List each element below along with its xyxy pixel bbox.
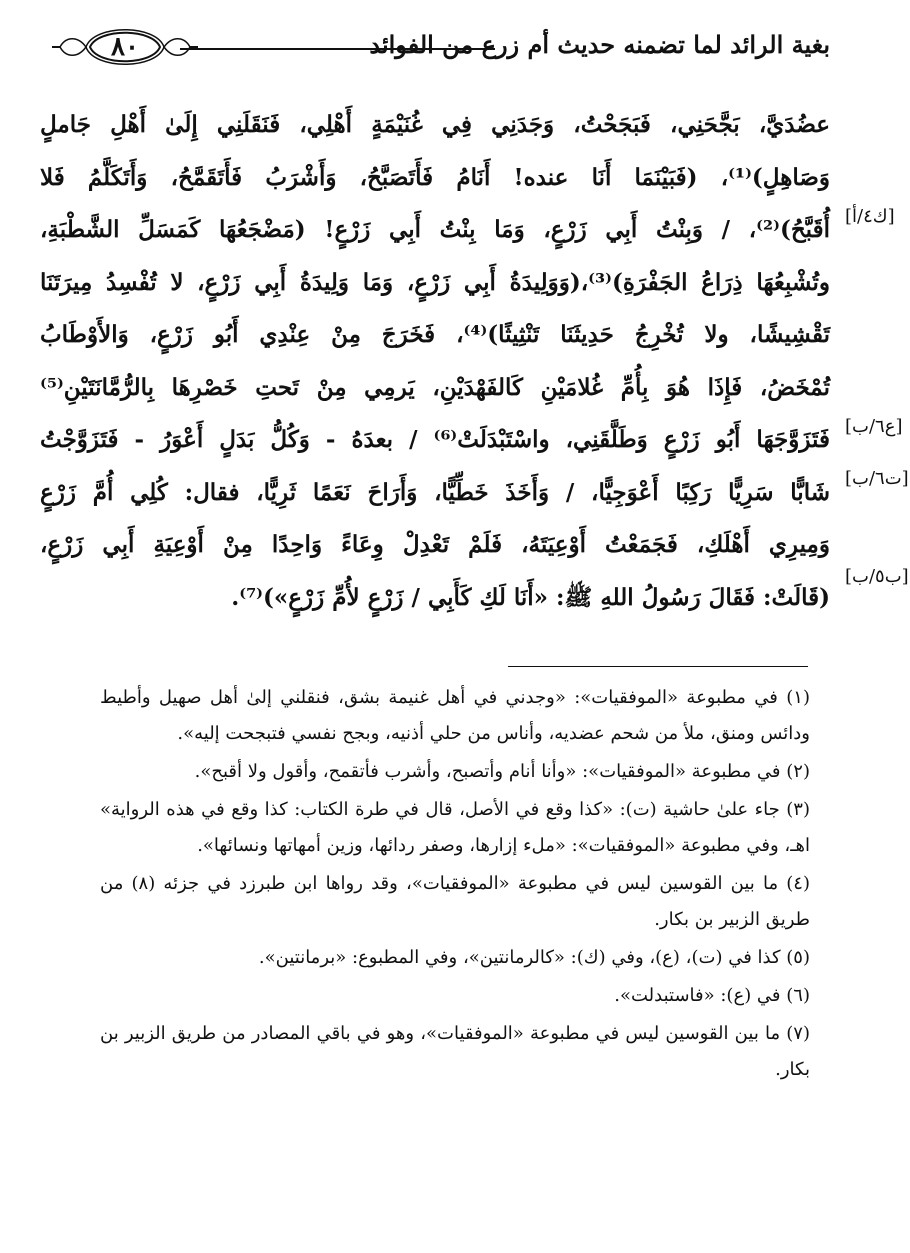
text-line: وتُشْبِعُهَا ذِرَاعُ الجَفْرَةِ)⁽³⁾،(وَوَلِيدَةُ أَبِي زَرْعٍ، وَمَا وَلِيدَةُ أَبِي زَرْعٍ، لا تُفْسِدُ مِيرَتَنَا [40, 268, 830, 296]
text-line: عضُدَيَّ، بَجَّحَنِي، فَبَجَحْتُ، وَجَدَنِي فِي غُنَيْمَةٍ أَهْلِي، فَنَقَلَنِي إِلَىٰ أَهْلِ جَاملٍ [40, 111, 830, 138]
footnote: (١) في مطبوعة «الموفقيات»: «وجدني في أهل غنيمة بشق، فنقلني إلىٰ أهل صهيل وأطيط ودائس ومنق، ملأ من شحم عضديه، وأناس من حلي أذنيه، وبجح نفسي فتبجحت إليه». [100, 687, 810, 744]
text-line: تَقْشِيشًا، ولا تُخْرِجُ حَدِيثَنَا تَنْثِيثًا)⁽⁴⁾، فَخَرَجَ مِنْ عِنْدِي أَبُو زَرْعٍ، وَالأَوْطَابُ [40, 321, 830, 348]
text-line: وَمِيرِي أَهْلَكِ، فَجَمَعْتُ أَوْعِيَتَهُ، فَلَمْ تَعْدِلْ وِعَاءً وَاحِدًا مِنْ أَوْعِيَةِ أَبِي زَرْعٍ، [40, 531, 830, 558]
footnote-separator [508, 666, 808, 667]
footnote: (٣) جاء علىٰ حاشية (ت): «كذا وقع في الأصل، قال في طرة الكتاب: كذا وقع في هذه الرواية» اهـ، وفي مطبوعة «الموفقيات»: «ملء إزارها، وصفر ردائها، وزين أمهاتها ونسائها». [100, 799, 810, 856]
footnote: (٧) ما بين القوسين ليس في مطبوعة «الموفقيات»، وهو في باقي المصادر من طريق الزبير بن بكار. [100, 1023, 810, 1080]
text-line: شَابًّا سَرِيًّا رَكِبًا أَعْوَجِيًّا، / وَأَخَذَ خَطِّيًّا، وَأَرَاحَ نَعَمًا ثَرِيًّا، فقال: كُلِي أُمَّ زَرْعٍ [40, 478, 830, 506]
text-line: فَتَزَوَّجَهَا أَبُو زَرْعٍ وَطَلَّقَنِي، واسْتَبْدَلَتْ⁽⁶⁾ / بعدَهُ - وَكُلُّ بَدَلٍ أَعْوَرُ - فَتَزَوَّجْتُ [40, 426, 830, 453]
page-number-ornament [50, 24, 200, 70]
page-header [50, 24, 830, 74]
footnote: (٢) في مطبوعة «الموفقيات»: «وأنا أنام وأتصبح، وأشرب فأتقمح، وأقول ولا أقبح». [194, 761, 810, 782]
page-number: ٨٠ [111, 32, 139, 62]
margin-reference: [ك٤/أ] [845, 206, 895, 227]
main-text [40, 100, 830, 625]
footnote: (٦) في (ع): «فاستبدلت». [614, 985, 810, 1006]
text-line: (قَالَتْ: فَقَالَ رَسُولُ اللهِ ﷺ: «أَنَا لَكِ كَأَبِي / زَرْعٍ لأُمِّ زَرْعٍ»)⁽⁷⁾. [231, 583, 830, 611]
footnote: (٥) كذا في (ت)، (ع)، وفي (ك): «كالرمانتين»، وفي المطبوع: «برمانتين». [258, 947, 810, 968]
header-rule [180, 48, 495, 50]
text-line: أُقَبَّحُ)⁽²⁾، / وَبِنْتُ أَبِي زَرْعٍ، وَمَا بِنْتُ أَبِي زَرْعٍ! (مَضْجَعُهَا كَمَسَلِّ الشَّطْبَةِ، [40, 216, 830, 243]
margin-reference: [ع٦/ب] [845, 416, 903, 437]
running-title: بغية الرائد لما تضمنه حديث أم زرع من الفوائد [369, 30, 830, 59]
footnote: (٤) ما بين القوسين ليس في مطبوعة «الموفقيات»، وقد رواها ابن طبرزد في جزئه (٨) من طريق الزبير بن بكار. [100, 873, 810, 930]
text-line: وَصَاهِلٍ)⁽¹⁾، (فَبَيْنَمَا أَنَا عنده! أَنَامُ فَأَتَصَبَّحُ، وَأَشْرَبُ فَأَتَقَمَّحُ، وَأَتَكَلَّمُ فَلا [40, 163, 830, 191]
margin-reference: [ب٥/ب] [845, 566, 909, 587]
footnotes [100, 680, 810, 1090]
text-line: تُمْخَضُ، فَإِذَا هُوَ بِأُمِّ غُلامَيْنِ كَالفَهْدَيْنِ، يَرمِي مِنْ تَحتِ خَصْرِهَا بِالرُّمَّانَتَيْنِ⁽⁵⁾ [40, 373, 830, 401]
margin-reference: [ت٦/ب] [845, 468, 909, 489]
